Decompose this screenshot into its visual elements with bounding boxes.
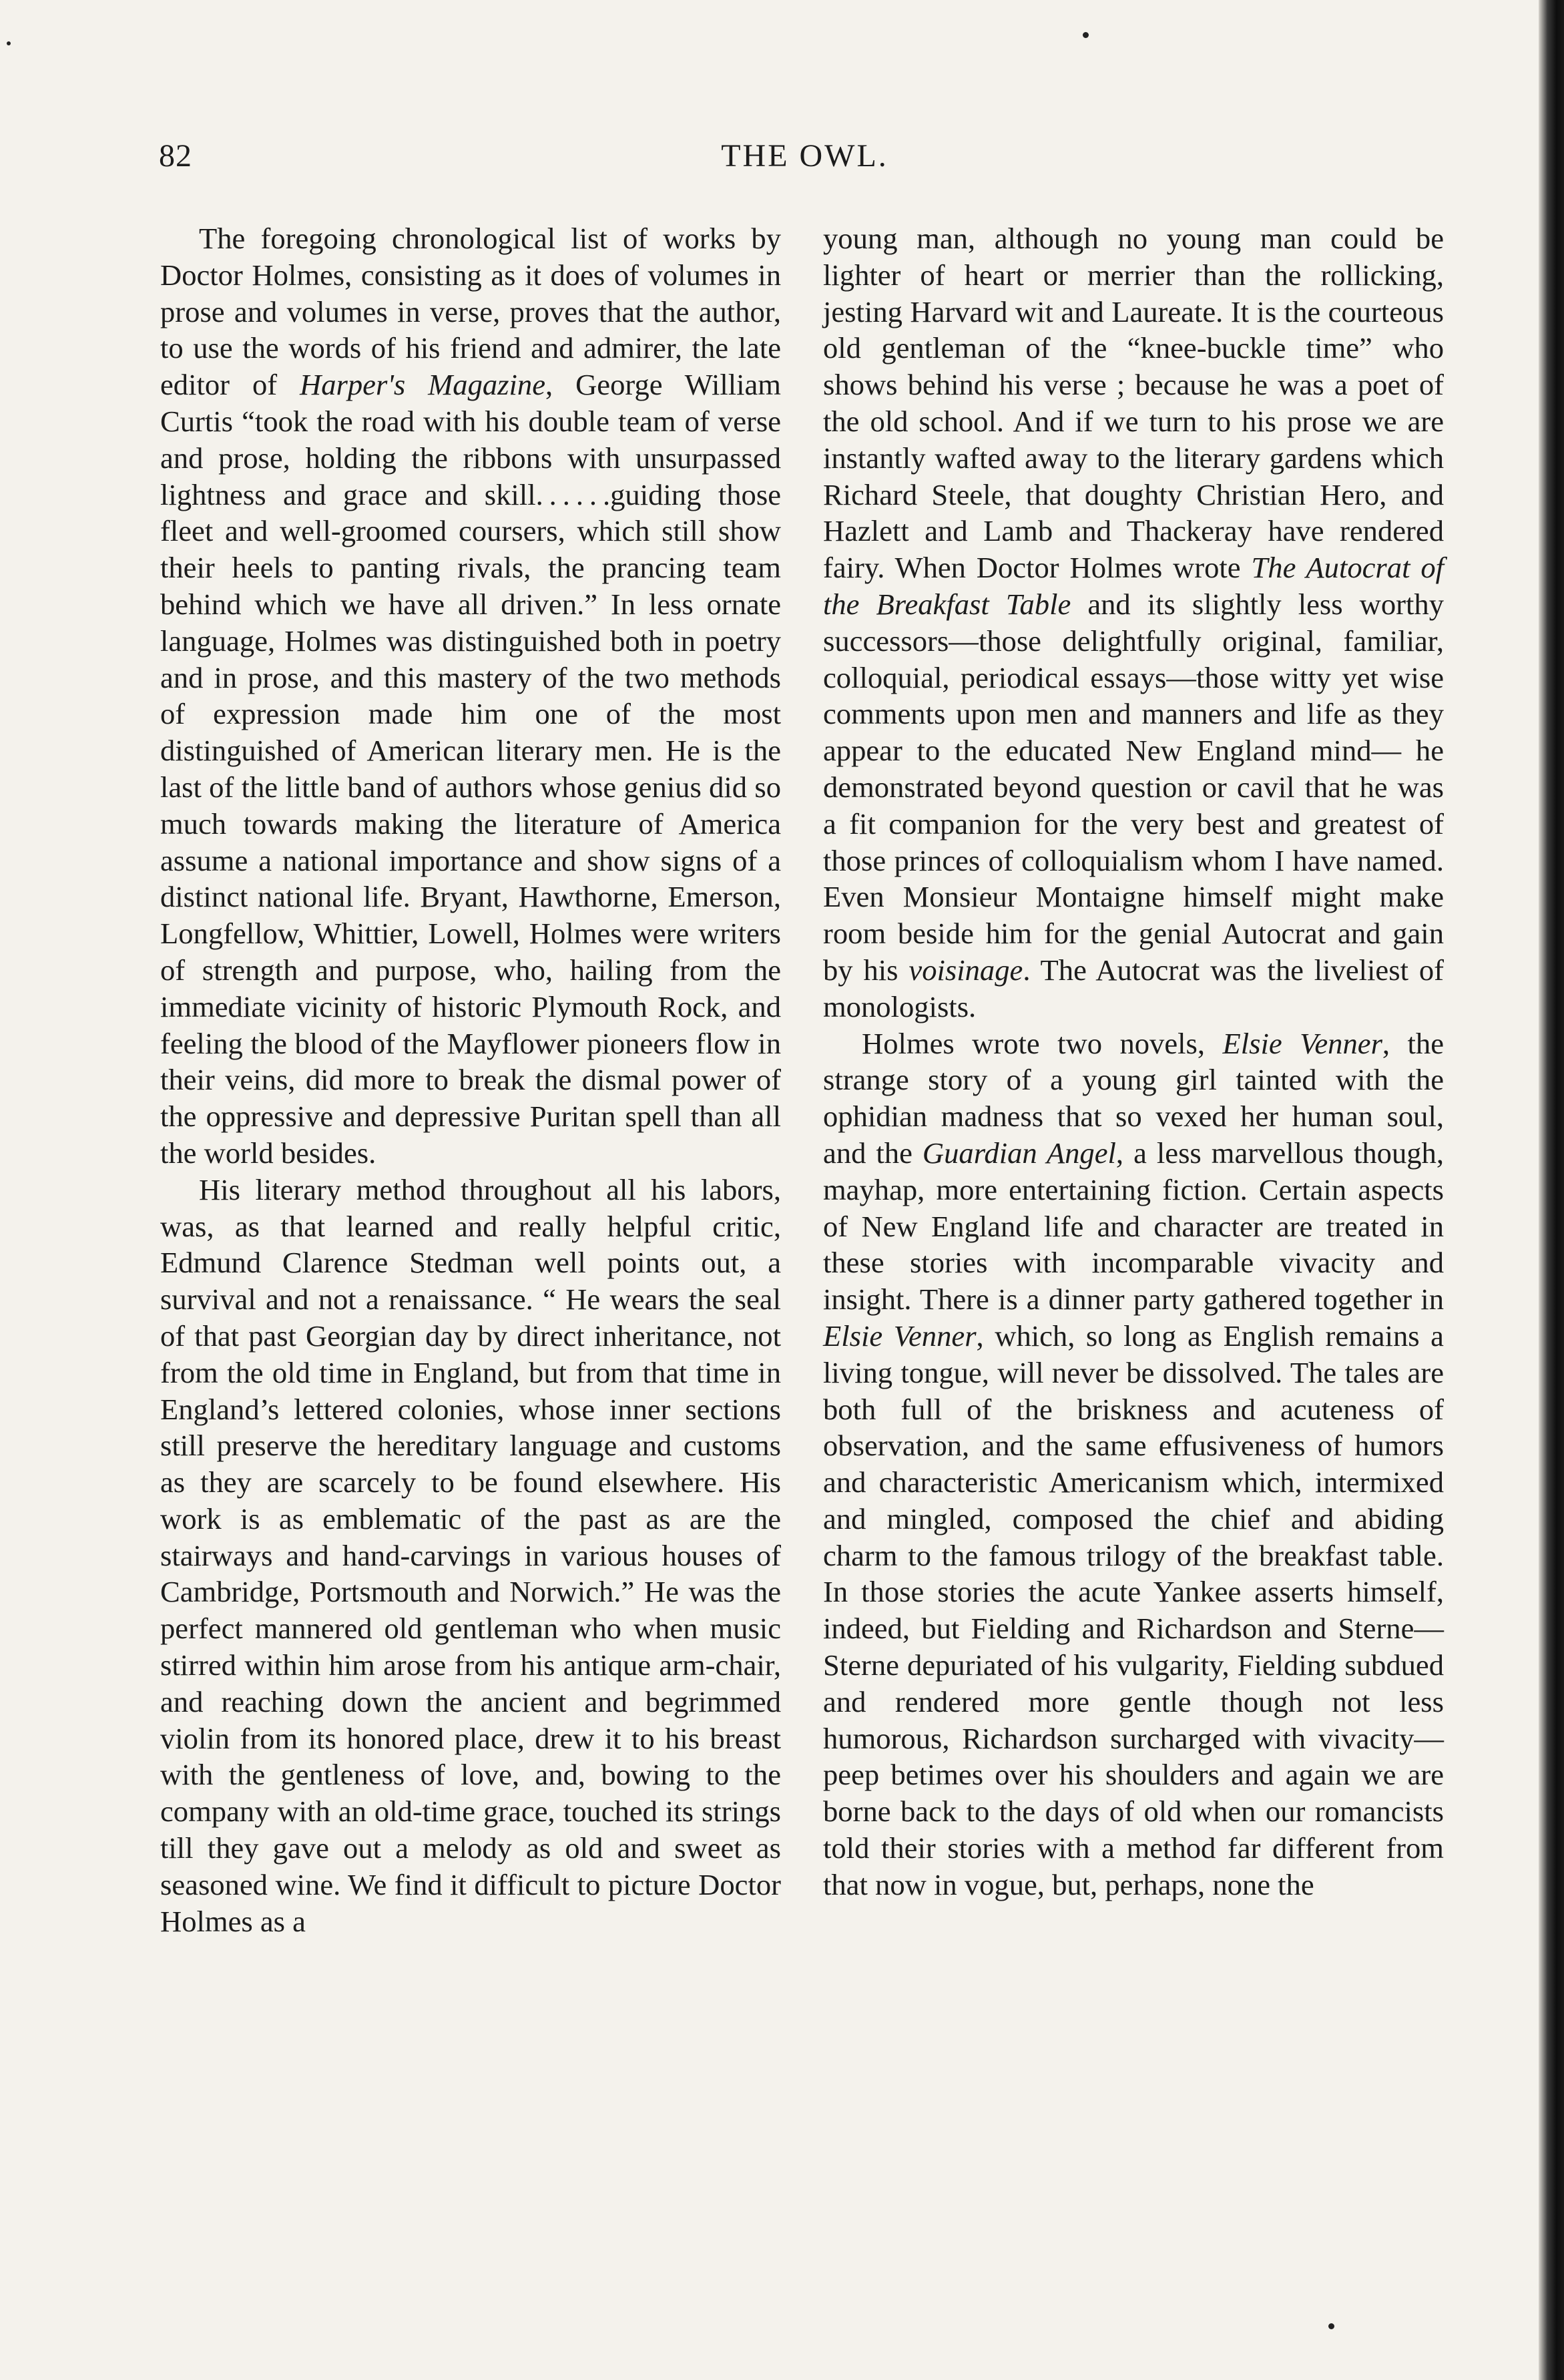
scan-speck (1083, 32, 1089, 38)
paragraph: The foregoing chronological list of works by Doctor Holmes, consisting as it does of volumes in prose and volumes in verse, proves that the author, to use the words of his friend and admirer, the late editor of Harper's Magazine, George William Curtis “took the road with his double team of verse and prose, holding the ribbons with unsurpassed lightness and grace and skill. . . . . .guiding those fleet and well-groomed coursers, which still show their heels to panting rivals, the prancing team behind which we have all driven.” In less ornate language, Holmes was distinguished both in poetry and in prose, and this mastery of the two methods of expression made him one of the most distinguished of American literary men. He is the last of the little band of authors whose genius did so much towards making the literature of America assume a national importance and show signs of a distinct national life. Bryant, Hawthorne, Emerson, Longfellow, Whittier, Lowell, Holmes were writers of strength and purpose, who, hailing from the immediate vicinity of historic Plymouth Rock, and feeling the blood of the Mayflower pioneers flow in their veins, did more to break the dismal power of the oppressive and depressive Puritan spell than all the world besides. (160, 222, 781, 1170)
running-title: THE OWL. (721, 138, 888, 174)
paragraph: Holmes wrote two novels, Elsie Venner, the strange story of a young girl tainted with the ophidian madness that so vexed her human soul, and the Guardian Angel, a less marvellous though, mayhap, more entertaining fiction. Certain aspects of New England life and character are treated in these stories with incomparable vivacity and insight. There is a dinner party gathered together in Elsie Venner, which, so long as English remains a living tongue, will never be dissolved. The tales are both full of the briskness and acuteness of observation, and the same effusiveness of humors and characteristic Americanism which, intermixed and mingled, composed the chief and abiding charm to the famous trilogy of the breakfast table. In those stories the acute Yankee asserts himself, indeed, but Fielding and Richardson and Sterne—Sterne depuriated of his vulgarity, Fielding subdued and rendered more gentle though not less humorous, Richardson surcharged with vivacity—peep betimes over his shoulders and again we are borne back to the days of old when our romancists told their stories with a method far different from that now in vogue, but, perhaps, none the (823, 1026, 1444, 1901)
italic-title: Elsie Venner (1222, 1026, 1382, 1060)
page-number: 82 (159, 138, 192, 174)
page-header (159, 138, 1451, 184)
italic-title: Harper's Magazine (300, 368, 546, 402)
scan-speck (7, 41, 11, 45)
italic-title: Guardian Angel (922, 1136, 1116, 1170)
right-column (823, 220, 1444, 1903)
scan-binding-edge (1539, 0, 1564, 2380)
italic-title: Elsie Venner (823, 1319, 977, 1353)
italic-word: voisinage (908, 953, 1023, 987)
paragraph-continued: young man, although no young man could be lighter of heart or merrier than the rollicking, jesting Harvard wit and Laureate. It is the courteous old gentleman of the “knee-buckle time” who shows behind his verse ; because he was a poet of the old school. And if we turn to his prose we are instantly wafted away to the literary gardens which Richard Steele, that doughty Christian Hero, and Hazlett and Lamb and Thackeray have rendered fairy. When Doctor Holmes wrote The Autocrat of the Breakfast Table and its slightly less worthy successors—those delightfully original, familiar, colloquial, periodical essays—those witty yet wise comments upon men and manners and life as they appear to the educated New England mind— he demonstrated beyond question or cavil that he was a fit companion for the very best and greatest of those princes of colloquialism whom I have named. Even Monsieur Montaigne himself might make room beside him for the genial Autocrat and gain by his voisinage. The Autocrat was the liveliest of monologists. (823, 222, 1445, 1023)
left-column (160, 220, 781, 1939)
paragraph: His literary method throughout all his labors, was, as that learned and really helpful critic, Edmund Clarence Stedman well points out, a survival and not a renaissance. “ He wears the seal of that past Georgian day by direct inheritance, not from the old time in England, but from that time in England’s lettered colonies, whose inner sections still preserve the hereditary language and customs as they are scarcely to be found elsewhere. His work is as emblematic of the past as are the stairways and hand-carvings in various houses of Cambridge, Portsmouth and Norwich.” He was the perfect mannered old gentleman who when music stirred within him arose from his antique arm-chair, and reaching down the ancient and begrimmed violin from its honored place, drew it to his breast with the gentleness of love, and, bowing to the company with an old-time grace, touched its strings till they gave out a melody as old and sweet as seasoned wine. We find it difficult to picture Doctor Holmes as a (160, 1172, 781, 1938)
italic-title: The Autocrat of the Breakfast Table (823, 551, 1445, 621)
scan-speck (1328, 2323, 1334, 2329)
